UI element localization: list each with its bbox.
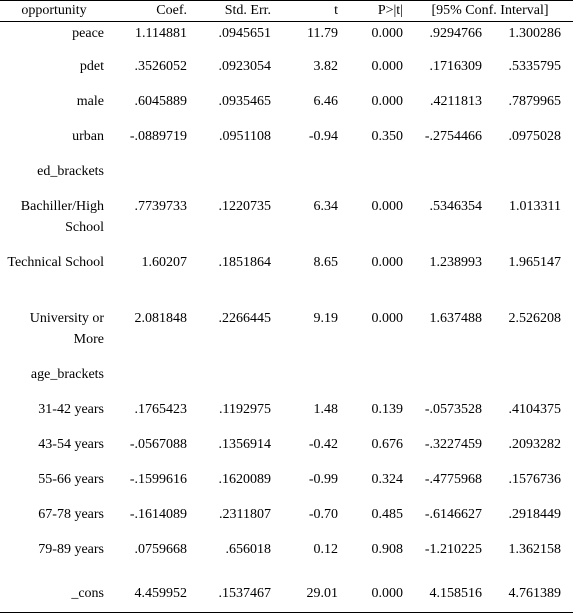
t-cell: 8.65 [313, 255, 338, 270]
header-std-err: Std. Err. [191, 1, 275, 22]
table-row [0, 504, 573, 539]
t-cell: 6.34 [313, 199, 338, 214]
table-row [0, 539, 573, 574]
std-err-cell: .2311807 [219, 507, 271, 522]
row-label: Bachiller/High School [20, 199, 104, 235]
ci-high-cell: .0975028 [508, 129, 561, 144]
ci-high-cell: 1.965147 [508, 255, 561, 270]
t-cell: -0.94 [308, 129, 338, 144]
p-cell: 0.000 [371, 94, 403, 109]
p-cell: 0.908 [371, 542, 403, 557]
ci-low-cell [407, 364, 486, 399]
std-err-cell: .0945651 [218, 26, 271, 41]
header-row [0, 1, 573, 22]
table-row [0, 252, 573, 308]
t-cell: 3.82 [313, 59, 338, 74]
t-cell: -0.99 [308, 472, 338, 487]
coef-cell: .6045889 [134, 94, 187, 109]
ci-high-cell: .1576736 [508, 472, 561, 487]
coef-cell [108, 161, 191, 196]
header-conf-interval: [95% Conf. Interval] [407, 1, 573, 22]
p-cell: 0.485 [371, 507, 403, 522]
row-label: urban [72, 129, 104, 144]
table-row [0, 91, 573, 126]
t-cell: 11.79 [307, 26, 338, 41]
p-cell [342, 161, 407, 196]
header-t: t [275, 1, 342, 22]
p-cell: 0.000 [371, 199, 403, 214]
ci-low-cell: -.0573528 [424, 402, 482, 417]
p-cell: 0.000 [371, 255, 403, 270]
ci-low-cell: -1.210225 [424, 542, 482, 557]
row-label: 79-89 years [38, 542, 104, 557]
std-err-cell: .1356914 [218, 437, 271, 452]
p-cell: 0.676 [371, 437, 403, 452]
row-label: peace [72, 26, 104, 41]
coef-cell: -.0889719 [129, 129, 187, 144]
table-row [0, 469, 573, 504]
table-row [0, 434, 573, 469]
std-err-cell: .656018 [225, 542, 271, 557]
coef-cell [108, 364, 191, 399]
row-label: 43-54 years [38, 437, 104, 452]
ci-low-cell [407, 161, 486, 196]
coef-cell: 1.114881 [135, 26, 187, 41]
ci-high-cell [486, 161, 573, 196]
p-cell: 0.000 [342, 574, 407, 613]
row-label: 31-42 years [38, 402, 104, 417]
std-err-cell: .1537467 [191, 574, 275, 613]
ci-high-cell: 1.362158 [508, 542, 561, 557]
std-err-cell: .0935465 [218, 94, 271, 109]
ci-high-cell: .4104375 [508, 402, 561, 417]
row-label: ed_brackets [37, 164, 104, 179]
coef-cell: .0759668 [134, 542, 187, 557]
header-p: P>|t| [342, 1, 407, 22]
ci-high-cell: 2.526208 [508, 311, 561, 326]
std-err-cell: .0923054 [218, 59, 271, 74]
row-label: 55-66 years [38, 472, 104, 487]
ci-high-cell: 4.761389 [486, 574, 573, 613]
row-label: male [76, 94, 104, 109]
table-row [0, 196, 573, 252]
std-err-cell: .1192975 [219, 402, 271, 417]
ci-high-cell: .2093282 [508, 437, 561, 452]
row-label: University or More [29, 311, 104, 347]
t-cell: -0.70 [308, 507, 338, 522]
table-row [0, 308, 573, 364]
t-cell: 1.48 [313, 402, 338, 417]
table-row [0, 126, 573, 161]
t-cell: 0.12 [313, 542, 338, 557]
t-cell: 29.01 [275, 574, 342, 613]
coef-cell: 2.081848 [134, 311, 187, 326]
t-cell: -0.42 [308, 437, 338, 452]
std-err-cell: .1620089 [218, 472, 271, 487]
coef-cell: .3526052 [134, 59, 187, 74]
ci-high-cell: 1.013311 [509, 199, 561, 214]
t-cell: 6.46 [313, 94, 338, 109]
coef-cell: 4.459952 [108, 574, 191, 613]
coef-cell: -.0567088 [129, 437, 187, 452]
p-cell: 0.000 [371, 311, 403, 326]
ci-high-cell: .7879965 [508, 94, 561, 109]
coef-cell: 1.60207 [141, 255, 187, 270]
row-label: pdet [79, 59, 104, 74]
std-err-cell: .0951108 [219, 129, 271, 144]
row-label: Technical School [7, 255, 104, 270]
table-row [0, 56, 573, 91]
ci-low-cell: 1.238993 [429, 255, 482, 270]
coef-cell: -.1614089 [129, 507, 187, 522]
t-cell [275, 364, 342, 399]
ci-high-cell: 1.300286 [508, 26, 561, 41]
std-err-cell: .2266445 [218, 311, 271, 326]
p-cell: 0.324 [371, 472, 403, 487]
table-row [0, 161, 573, 196]
header-opportunity: opportunity [0, 1, 108, 22]
p-cell: 0.350 [371, 129, 403, 144]
ci-low-cell: .5346354 [429, 199, 482, 214]
t-cell: 9.19 [313, 311, 338, 326]
ci-low-cell: .4211813 [430, 94, 482, 109]
p-cell: 0.000 [371, 26, 403, 41]
p-cell [342, 364, 407, 399]
std-err-cell: .1851864 [218, 255, 271, 270]
coef-cell: .1765423 [134, 402, 187, 417]
ci-low-cell: .1716309 [429, 59, 482, 74]
ci-low-cell: -.2754466 [424, 129, 482, 144]
row-label: 67-78 years [38, 507, 104, 522]
std-err-cell [191, 364, 275, 399]
table-row [0, 399, 573, 434]
table-row [0, 574, 573, 613]
std-err-cell: .1220735 [218, 199, 271, 214]
table-row [0, 364, 573, 399]
table-row [0, 22, 573, 57]
std-err-cell [191, 161, 275, 196]
coef-cell: .7739733 [134, 199, 187, 214]
row-label: _cons [0, 574, 108, 613]
p-cell: 0.000 [371, 59, 403, 74]
ci-low-cell: -.4775968 [424, 472, 482, 487]
header-coef: Coef. [108, 1, 191, 22]
ci-low-cell: -.3227459 [424, 437, 482, 452]
ci-low-cell: 4.158516 [407, 574, 486, 613]
ci-high-cell: .5335795 [508, 59, 561, 74]
row-label: age_brackets [30, 367, 104, 382]
ci-high-cell: .2918449 [508, 507, 561, 522]
ci-low-cell: .9294766 [429, 26, 482, 41]
ci-low-cell: -.6146627 [424, 507, 482, 522]
p-cell: 0.139 [371, 402, 403, 417]
ci-high-cell [486, 364, 573, 399]
t-cell [275, 161, 342, 196]
coef-cell: -.1599616 [129, 472, 187, 487]
ci-low-cell: 1.637488 [429, 311, 482, 326]
table-body [0, 22, 573, 613]
